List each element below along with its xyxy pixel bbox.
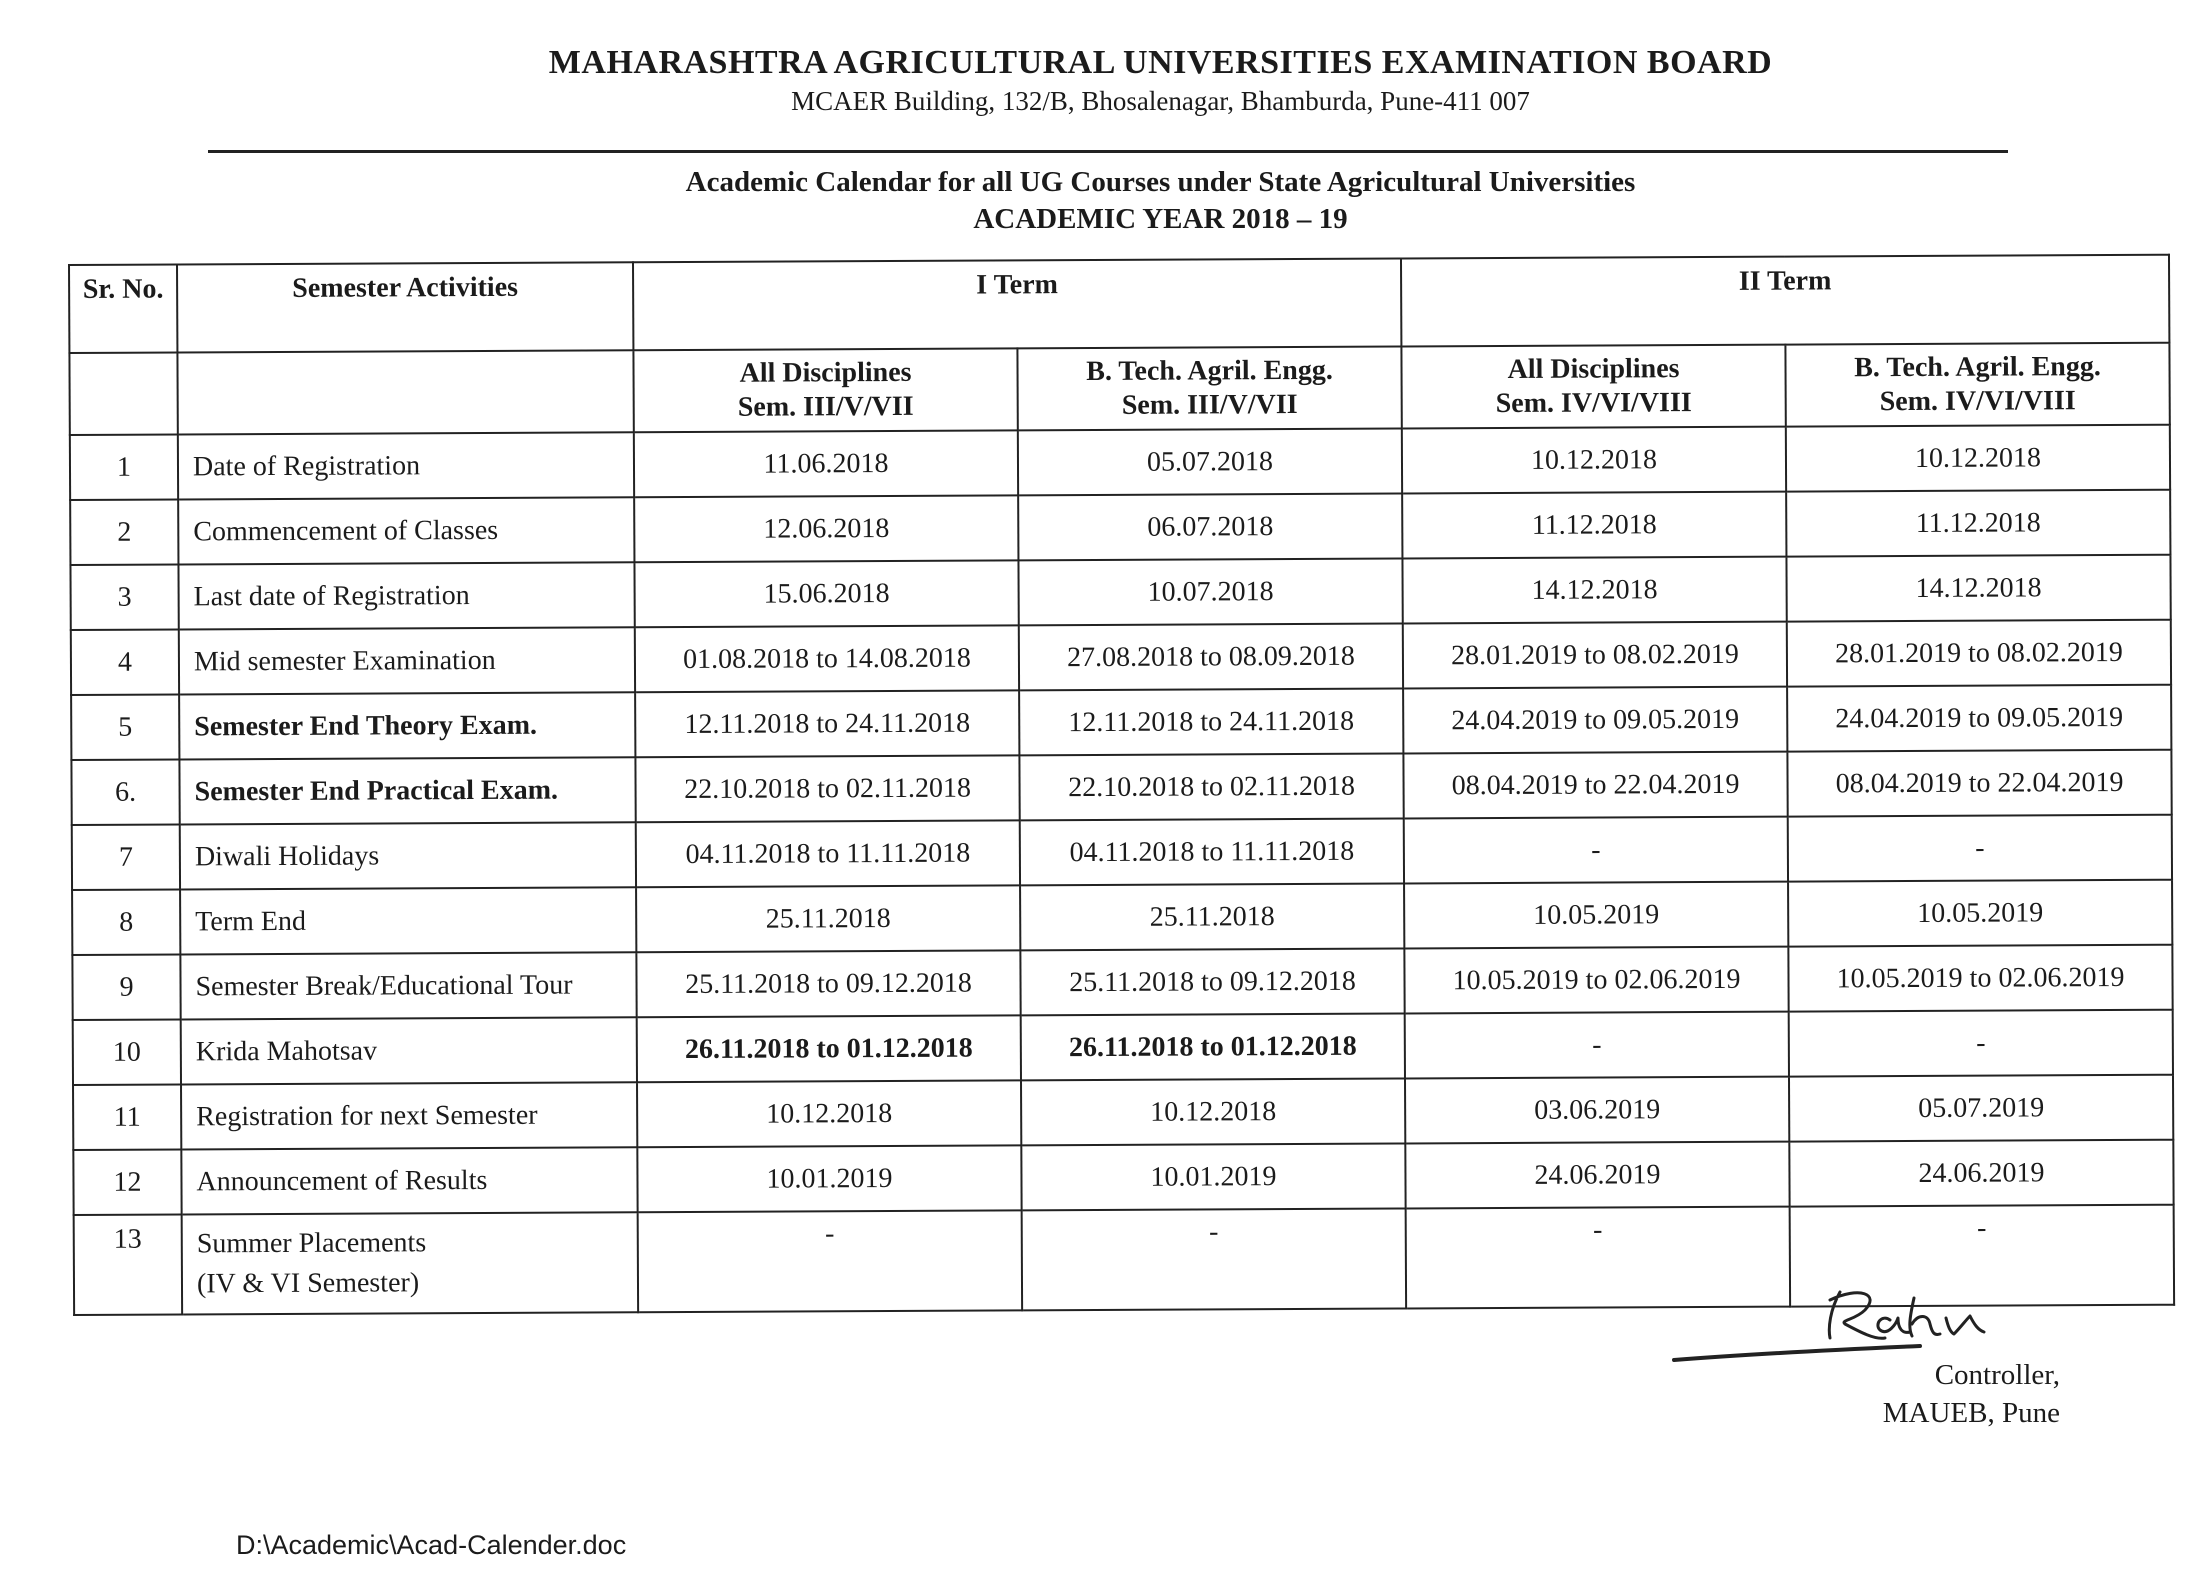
sr-no-cell: 12 bbox=[73, 1149, 181, 1215]
organization-name: MAHARASHTRA AGRICULTURAL UNIVERSITIES EXAMINATION BOARD bbox=[548, 44, 1773, 81]
term1-all-date-cell: 04.11.2018 to 11.11.2018 bbox=[636, 820, 1020, 887]
term2-btech-line2: Sem. IV/VI/VIII bbox=[1879, 385, 2076, 418]
term2-all-date-cell: 28.01.2019 to 08.02.2019 bbox=[1403, 622, 1787, 689]
term2-btech-header bbox=[1785, 343, 2169, 427]
term2-all-date-cell: 08.04.2019 to 22.04.2019 bbox=[1403, 752, 1787, 819]
term1-btech-date-cell: 10.12.2018 bbox=[1021, 1078, 1405, 1145]
header-divider bbox=[208, 150, 2008, 153]
term2-btech-date-cell: 10.05.2019 bbox=[1788, 880, 2172, 947]
sr-no-cell: 2 bbox=[70, 499, 178, 565]
table-row bbox=[71, 685, 2171, 760]
term1-all-disciplines-line1: All Disciplines bbox=[739, 356, 912, 389]
sr-no-subheader bbox=[69, 352, 177, 435]
table-row bbox=[70, 555, 2170, 630]
term2-all-date-cell: 10.05.2019 bbox=[1404, 882, 1788, 949]
term1-btech-date-cell: 25.11.2018 bbox=[1020, 883, 1404, 950]
sr-no-cell: 13 bbox=[74, 1214, 182, 1315]
term1-all-date-cell: 11.06.2018 bbox=[634, 430, 1018, 497]
activity-cell: Diwali Holidays bbox=[180, 822, 636, 889]
file-path-footer: D:\Academic\Acad-Calender.doc bbox=[236, 1530, 627, 1560]
table-row bbox=[73, 1140, 2173, 1215]
sr-no-cell: 4 bbox=[71, 629, 179, 695]
activity-cell bbox=[182, 1212, 638, 1314]
table-row bbox=[73, 1075, 2173, 1150]
term1-btech-date-cell: 26.11.2018 to 01.12.2018 bbox=[1021, 1013, 1405, 1080]
activity-cell: Last date of Registration bbox=[178, 562, 634, 629]
activity-cell: Semester End Practical Exam. bbox=[179, 757, 635, 824]
term2-all-date-cell: 10.05.2019 to 02.06.2019 bbox=[1404, 947, 1788, 1014]
term2-btech-date-cell: 14.12.2018 bbox=[1786, 555, 2170, 622]
term1-all-disciplines-line2: Sem. III/V/VII bbox=[737, 390, 914, 423]
table-row bbox=[71, 750, 2171, 825]
document-title bbox=[0, 166, 2201, 236]
term1-header: I Term bbox=[633, 258, 1401, 350]
table-row bbox=[70, 490, 2170, 565]
term1-btech-header bbox=[1017, 346, 1401, 430]
term1-all-date-cell: 15.06.2018 bbox=[634, 560, 1018, 627]
term2-all-date-cell: - bbox=[1405, 1012, 1789, 1079]
activity-cell: Commencement of Classes bbox=[178, 497, 634, 564]
header-row-terms bbox=[69, 255, 2169, 353]
term2-all-disciplines-line1: All Disciplines bbox=[1507, 353, 1680, 385]
term2-btech-date-cell: - bbox=[1789, 1010, 2173, 1077]
activity-cell: Registration for next Semester bbox=[181, 1082, 637, 1149]
activity-cell: Announcement of Results bbox=[181, 1147, 637, 1214]
term1-all-date-cell: 10.12.2018 bbox=[637, 1080, 1021, 1147]
sr-no-cell: 9 bbox=[72, 954, 180, 1020]
term2-all-disciplines-line2: Sem. IV/VI/VIII bbox=[1495, 387, 1692, 420]
term1-btech-date-cell: 22.10.2018 to 02.11.2018 bbox=[1019, 753, 1403, 820]
term2-btech-line1: B. Tech. Agril. Engg. bbox=[1854, 351, 2101, 384]
term2-header: II Term bbox=[1401, 255, 2169, 347]
term1-btech-date-cell: 06.07.2018 bbox=[1018, 493, 1402, 560]
sr-no-cell: 10 bbox=[73, 1019, 181, 1085]
term1-btech-line2: Sem. III/V/VII bbox=[1121, 388, 1298, 421]
term1-all-date-cell: 22.10.2018 to 02.11.2018 bbox=[635, 755, 1019, 822]
table-row bbox=[70, 425, 2170, 500]
term1-all-date-cell: - bbox=[638, 1210, 1022, 1312]
sr-no-cell: 1 bbox=[70, 434, 178, 500]
term2-btech-date-cell: 24.04.2019 to 09.05.2019 bbox=[1787, 685, 2171, 752]
table-row bbox=[73, 1010, 2173, 1085]
academic-year: ACADEMIC YEAR 2018 – 19 bbox=[973, 203, 1348, 235]
term1-btech-date-cell: 10.07.2018 bbox=[1018, 558, 1402, 625]
signature-block bbox=[1670, 1280, 2070, 1440]
sr-no-cell: 6. bbox=[71, 759, 179, 825]
term1-btech-date-cell: - bbox=[1022, 1208, 1406, 1310]
term2-all-date-cell: 14.12.2018 bbox=[1402, 557, 1786, 624]
term1-btech-line1: B. Tech. Agril. Engg. bbox=[1086, 354, 1333, 388]
calendar-title: Academic Calendar for all UG Courses under State Agricultural Universities bbox=[685, 166, 1636, 198]
term1-btech-date-cell: 05.07.2018 bbox=[1018, 428, 1402, 495]
semester-activities-header: Semester Activities bbox=[177, 262, 633, 352]
sr-no-cell: 7 bbox=[72, 824, 180, 890]
term2-btech-date-cell: 08.04.2019 to 22.04.2019 bbox=[1787, 750, 2171, 817]
term2-btech-date-cell: 10.12.2018 bbox=[1786, 425, 2170, 492]
term2-btech-date-cell: 11.12.2018 bbox=[1786, 490, 2170, 557]
activity-cell: Term End bbox=[180, 887, 636, 954]
term2-btech-date-cell: 24.06.2019 bbox=[1789, 1140, 2173, 1207]
term1-all-date-cell: 10.01.2019 bbox=[637, 1145, 1021, 1212]
document-header bbox=[0, 44, 2201, 117]
activity-cell: Krida Mahotsav bbox=[181, 1017, 637, 1084]
term2-btech-date-cell: - bbox=[1788, 815, 2172, 882]
term1-btech-date-cell: 10.01.2019 bbox=[1021, 1143, 1405, 1210]
term1-btech-date-cell: 04.11.2018 to 11.11.2018 bbox=[1020, 818, 1404, 885]
term1-all-date-cell: 25.11.2018 bbox=[636, 885, 1020, 952]
term2-all-date-cell: 03.06.2019 bbox=[1405, 1077, 1789, 1144]
table-row bbox=[72, 945, 2172, 1020]
term2-all-date-cell: - bbox=[1406, 1207, 1790, 1309]
term2-btech-date-cell: 28.01.2019 to 08.02.2019 bbox=[1787, 620, 2171, 687]
academic-calendar-table bbox=[68, 254, 2175, 1316]
header-row-disciplines bbox=[69, 343, 2169, 435]
signatory-office: MAUEB, Pune bbox=[1882, 1397, 2060, 1429]
activity-line2: (IV & VI Semester) bbox=[196, 1267, 420, 1300]
term2-all-date-cell: 10.12.2018 bbox=[1402, 427, 1786, 494]
table-row bbox=[71, 620, 2171, 695]
term2-all-date-cell: 24.06.2019 bbox=[1405, 1142, 1789, 1209]
organization-address: MCAER Building, 132/B, Bhosalenagar, Bhamburda, Pune-411 007 bbox=[791, 86, 1530, 116]
signatory-details bbox=[1670, 1356, 2070, 1432]
sr-no-cell: 3 bbox=[70, 564, 178, 630]
term1-btech-date-cell: 27.08.2018 to 08.09.2018 bbox=[1019, 623, 1403, 690]
term2-all-disciplines-header bbox=[1401, 345, 1785, 429]
term2-btech-date-cell: 10.05.2019 to 02.06.2019 bbox=[1788, 945, 2172, 1012]
term2-btech-date-cell: 05.07.2019 bbox=[1789, 1075, 2173, 1142]
term2-all-date-cell: - bbox=[1404, 817, 1788, 884]
term2-btech-date-cell: - bbox=[1790, 1205, 2174, 1307]
term1-all-date-cell: 12.06.2018 bbox=[634, 495, 1018, 562]
term1-all-date-cell: 25.11.2018 to 09.12.2018 bbox=[636, 950, 1020, 1017]
activity-line1: Summer Placements bbox=[196, 1227, 427, 1260]
term1-btech-date-cell: 12.11.2018 to 24.11.2018 bbox=[1019, 688, 1403, 755]
sr-no-cell: 11 bbox=[73, 1084, 181, 1150]
term1-all-date-cell: 12.11.2018 to 24.11.2018 bbox=[635, 690, 1019, 757]
term2-all-date-cell: 11.12.2018 bbox=[1402, 492, 1786, 559]
sr-no-cell: 5 bbox=[71, 694, 179, 760]
sr-no-cell: 8 bbox=[72, 889, 180, 955]
table-row bbox=[72, 880, 2172, 955]
activity-cell: Mid semester Examination bbox=[179, 627, 635, 694]
signatory-title: Controller, bbox=[1934, 1359, 2060, 1391]
term1-all-date-cell: 26.11.2018 to 01.12.2018 bbox=[637, 1015, 1021, 1082]
activity-cell: Date of Registration bbox=[178, 432, 634, 499]
sr-no-header: Sr. No. bbox=[69, 264, 177, 353]
activity-cell: Semester End Theory Exam. bbox=[179, 692, 635, 759]
term2-all-date-cell: 24.04.2019 to 09.05.2019 bbox=[1403, 687, 1787, 754]
activity-cell: Semester Break/Educational Tour bbox=[180, 952, 636, 1019]
term1-all-disciplines-header bbox=[633, 348, 1017, 432]
table-row bbox=[72, 815, 2172, 890]
term1-btech-date-cell: 25.11.2018 to 09.12.2018 bbox=[1020, 948, 1404, 1015]
activities-subheader bbox=[177, 350, 633, 434]
term1-all-date-cell: 01.08.2018 to 14.08.2018 bbox=[635, 625, 1019, 692]
